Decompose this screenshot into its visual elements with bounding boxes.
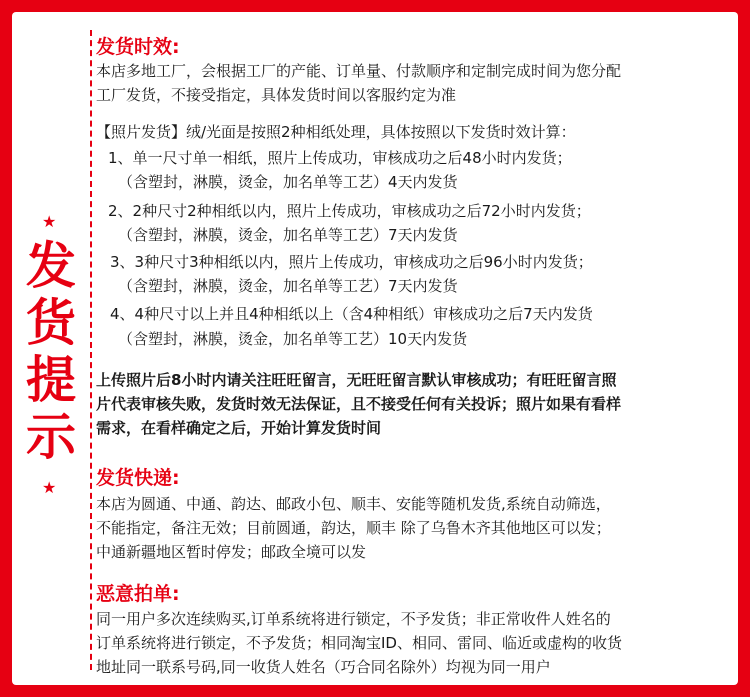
rule-sub: （含塑封，淋膜，烫金，加名单等工艺）7天内发货 — [118, 277, 458, 295]
section-heading-timing: 发货时效: — [96, 36, 180, 58]
review-note-line: 片代表审核失败，发货时效无法保证，且不接受任何有关投诉；照片如果有看样 — [96, 395, 622, 413]
review-note-line: 需求，在看样确定之后，开始计算发货时间 — [96, 419, 382, 437]
malicious-line: 同一用户多次连续购买,订单系统将进行锁定，不予发货；非正常收件人姓名的 — [96, 610, 611, 628]
rule-sub: （含塑封，淋膜，烫金，加名单等工艺）10天内发货 — [118, 330, 468, 348]
rule-sub: （含塑封，淋膜，烫金，加名单等工艺）7天内发货 — [118, 226, 458, 244]
side-title: 发货提示 — [26, 237, 76, 466]
photo-rule-lead: 【照片发货】绒/光面是按照2种相纸处理，具体按照以下发货时效计算： — [96, 123, 576, 141]
rule-main: 3、3种尺寸3种相纸以内，照片上传成功，审核成功之后96小时内发货； — [110, 253, 593, 271]
notice-panel — [12, 12, 738, 685]
rule-main: 1、单一尺寸单一相纸，照片上传成功，审核成功之后48小时内发货； — [108, 149, 572, 167]
malicious-line: 订单系统将进行锁定，不予发货；相同淘宝ID、相同、雷同、临近或虚构的收货 — [96, 634, 622, 652]
section-heading-malicious: 恶意拍单: — [96, 583, 180, 605]
star-icon: ★ — [42, 212, 57, 231]
rule-sub: （含塑封，淋膜，烫金，加名单等工艺）4天内发货 — [118, 173, 458, 191]
rule-main: 2、2种尺寸2种相纸以内，照片上传成功，审核成功之后72小时内发货； — [108, 202, 591, 220]
courier-line: 本店为圆通、中通、韵达、邮政小包、顺丰、安能等随机发货,系统自动筛选， — [96, 495, 611, 513]
side-title-block — [12, 12, 90, 685]
courier-line: 不能指定，备注无效；目前圆通，韵达，顺丰 除了乌鲁木齐其他地区可以发； — [96, 519, 611, 537]
section-heading-courier: 发货快递: — [96, 467, 180, 489]
courier-line: 中通新疆地区暂时停发；邮政全境可以发 — [96, 543, 367, 561]
dashed-divider — [90, 30, 92, 670]
review-note-line: 上传照片后8小时内请关注旺旺留言，无旺旺留言默认审核成功；有旺旺留言照 — [96, 371, 617, 389]
star-icon: ★ — [42, 478, 57, 497]
intro-line: 本店多地工厂，会根据工厂的产能、订单量、付款顺序和定制完成时间为您分配 — [96, 62, 622, 80]
rule-main: 4、4种尺寸以上并且4种相纸以上（含4种相纸）审核成功之后7天内发货 — [110, 305, 593, 323]
intro-line: 工厂发货，不接受指定，具体发货时间以客服约定为准 — [96, 86, 457, 104]
malicious-line: 地址同一联系号码,同一收货人姓名（巧合同名除外）均视为同一用户 — [96, 658, 551, 676]
